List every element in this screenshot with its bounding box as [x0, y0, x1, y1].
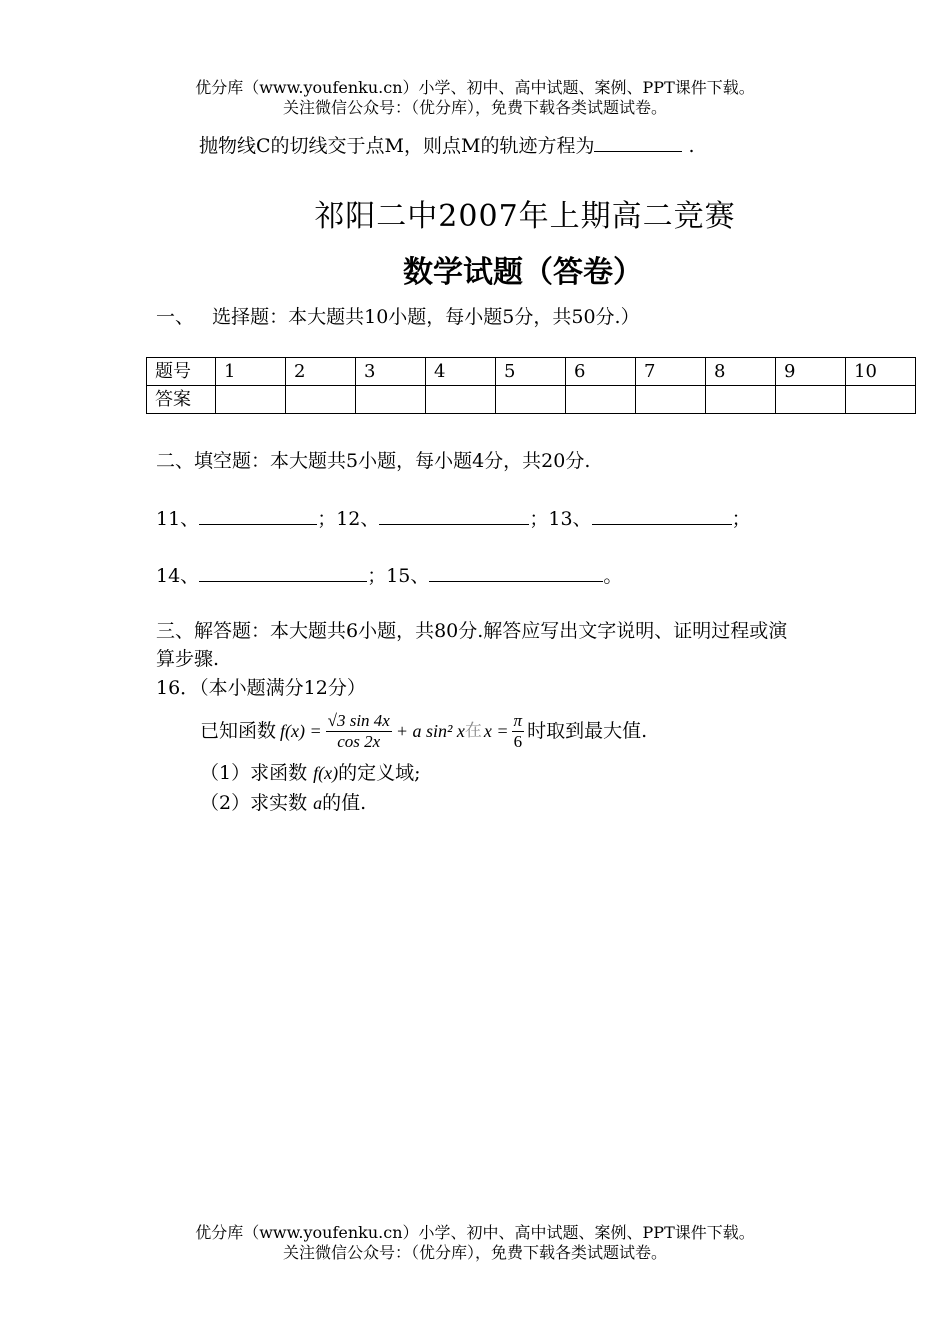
q16-numerator: √3 sin 4x — [327, 710, 390, 730]
q16-six: 6 — [513, 731, 523, 751]
table-cell-number: 6 — [566, 358, 636, 386]
top-line-text: 抛物线C的切线交于点M，则点M的轨迹方程为 — [199, 135, 595, 157]
header-line-1: 优分库（www.youfenku.cn）小学、初中、高中试题、案例、PPT课件下载。 — [195, 78, 755, 97]
answer-cell[interactable] — [776, 386, 846, 414]
q16-title: 16．（本小题满分12分） — [156, 677, 366, 699]
top-line-end: . — [688, 135, 695, 157]
section3-heading-line2: 算步骤. — [156, 648, 220, 670]
footer-line-2: 关注微信公众号：（优分库），免费下载各类试题试卷。 — [282, 1243, 667, 1262]
footer-line-1: 优分库（www.youfenku.cn）小学、初中、高中试题、案例、PPT课件下载。 — [195, 1223, 755, 1242]
q16-suffix: 时取到最大值. — [527, 720, 648, 742]
q16-statement — [200, 706, 647, 756]
part2-a: a — [313, 793, 323, 813]
q14-blank[interactable] — [199, 563, 367, 582]
q11-blank[interactable] — [199, 506, 317, 525]
page-subtitle: 数学试题（答卷） — [403, 255, 643, 290]
table-cell-number: 10 — [846, 358, 916, 386]
answer-cell[interactable] — [706, 386, 776, 414]
top-line-blank — [594, 133, 682, 152]
row-label-answer: 答案 — [147, 386, 216, 414]
header-line-2: 关注微信公众号：（优分库），免费下载各类试题试卷。 — [282, 98, 667, 117]
section2-heading: 二、填空题：本大题共5小题，每小题4分，共20分. — [156, 450, 591, 472]
part2-text: （2）求实数 — [200, 792, 308, 814]
q12-label: ；12、 — [317, 508, 380, 530]
q13-label: ；13、 — [529, 508, 592, 530]
table-cell-number: 8 — [706, 358, 776, 386]
answer-cell[interactable] — [496, 386, 566, 414]
table-row-numbers — [147, 358, 916, 386]
table-cell-number: 9 — [776, 358, 846, 386]
answer-cell[interactable] — [216, 386, 286, 414]
table-cell-number: 5 — [496, 358, 566, 386]
q16-part2 — [200, 791, 366, 815]
row-label-number: 题号 — [147, 358, 216, 386]
q12-blank[interactable] — [379, 506, 529, 525]
q14-label: 14、 — [156, 565, 200, 587]
answer-cell[interactable] — [426, 386, 496, 414]
part1-end: 的定义域; — [338, 762, 421, 784]
table-row-answers — [147, 386, 916, 414]
q15-end: 。 — [603, 565, 623, 587]
page-title: 祁阳二中2007年上期高二竞赛 — [314, 199, 736, 234]
table-cell-number: 7 — [636, 358, 706, 386]
table-cell-number: 4 — [426, 358, 496, 386]
fill-row-1 — [156, 506, 751, 531]
part1-fx: f(x) — [313, 763, 339, 783]
q16-prefix: 已知函数 — [200, 720, 277, 742]
section3-heading-line1: 三、解答题：本大题共6小题，共80分.解答应写出文字说明、证明过程或演 — [156, 620, 788, 642]
top-line — [199, 133, 695, 158]
answer-cell[interactable] — [846, 386, 916, 414]
q11-label: 11、 — [156, 508, 200, 530]
q16-at: 在 — [464, 721, 482, 741]
section1-heading: 一、 选择题：本大题共10小题，每小题5分，共50分.） — [156, 306, 640, 328]
q16-x: x = — [483, 721, 509, 741]
q16-term: + a sin² x — [395, 721, 465, 741]
table-cell-number: 2 — [286, 358, 356, 386]
q16-pi: π — [513, 710, 523, 730]
table-cell-number: 3 — [356, 358, 426, 386]
q16-part1 — [200, 761, 421, 785]
q16-denominator: cos 2x — [337, 731, 381, 751]
answer-cell[interactable] — [566, 386, 636, 414]
answer-cell[interactable] — [286, 386, 356, 414]
answer-cell[interactable] — [356, 386, 426, 414]
q16-fx: f(x) = — [280, 721, 322, 741]
q16-fraction — [326, 711, 392, 752]
q13-blank[interactable] — [592, 506, 732, 525]
part1-text: （1）求函数 — [200, 762, 308, 784]
q15-blank[interactable] — [429, 563, 603, 582]
answer-table — [146, 357, 916, 414]
part2-end: 的值. — [322, 792, 367, 814]
table-cell-number: 1 — [216, 358, 286, 386]
q13-end: ； — [731, 508, 751, 530]
fill-row-2 — [156, 563, 622, 588]
q16-pi-fraction — [512, 711, 525, 752]
q15-label: ；15、 — [367, 565, 430, 587]
answer-cell[interactable] — [636, 386, 706, 414]
